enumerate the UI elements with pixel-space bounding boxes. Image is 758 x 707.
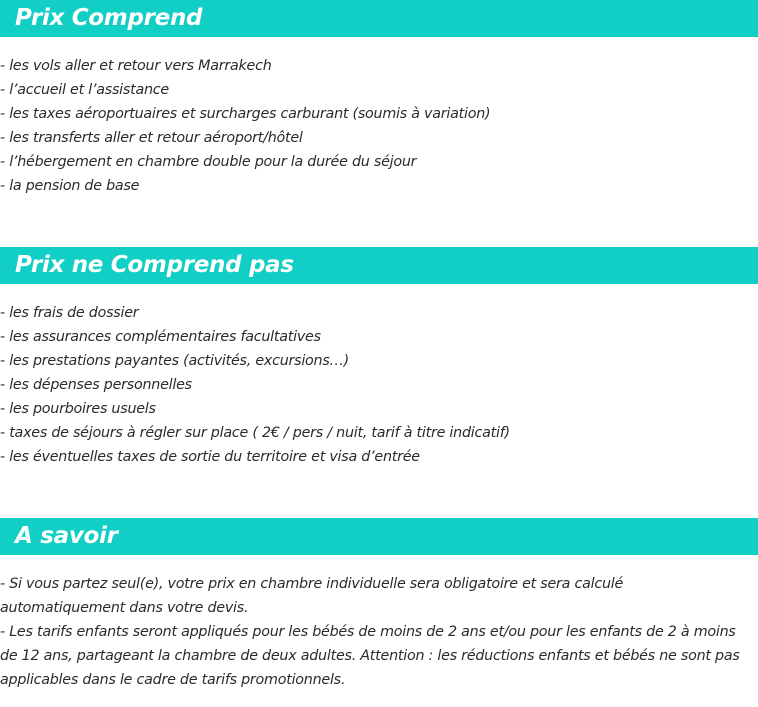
excluded-list [0, 301, 758, 469]
list-item: - l’accueil et l’assistance [0, 82, 169, 98]
list-item: - les éventuelles taxes de sortie du territoire et visa d’entrée [0, 449, 420, 465]
list-item: - les taxes aéroportuaires et surcharges carburant (soumis à variation) [0, 106, 491, 122]
section-prix-ne-comprend-pas [0, 247, 758, 469]
list-item: - les frais de dossier [0, 305, 139, 321]
list-item: - la pension de base [0, 178, 140, 194]
list-item: - les prestations payantes (activités, excursions…) [0, 353, 349, 369]
info-paragraph: - Les tarifs enfants seront appliqués pour les bébés de moins de 2 ans et/ou pour les enfants de 2 à moins de 12 ans, partageant la chambre de deux adultes. Attention : les réductions enfants et bébés ne sont pas applicables dans le cadre de tarifs promotionnels. [0, 624, 740, 688]
included-list [0, 54, 758, 198]
section-title: Prix Comprend [15, 5, 203, 31]
list-item: - les assurances complémentaires facultatives [0, 329, 321, 345]
info-paragraph: - Si vous partez seul(e), votre prix en chambre individuelle sera obligatoire et sera calculé automatiquement dans votre devis. [0, 576, 624, 616]
list-item: - l’hébergement en chambre double pour la durée du séjour [0, 154, 417, 170]
info-paragraphs [0, 572, 758, 692]
section-header [0, 247, 758, 284]
section-header [0, 518, 758, 555]
list-item: - les vols aller et retour vers Marrakech [0, 58, 272, 74]
list-item: - les transferts aller et retour aéroport/hôtel [0, 130, 303, 146]
section-prix-comprend [0, 0, 758, 198]
section-header [0, 0, 758, 37]
section-title: A savoir [15, 523, 118, 549]
list-item: - les pourboires usuels [0, 401, 156, 417]
section-title: Prix ne Comprend pas [15, 252, 294, 278]
list-item: - taxes de séjours à régler sur place ( 2€ / pers / nuit, tarif à titre indicatif) [0, 425, 510, 441]
section-a-savoir [0, 518, 758, 692]
list-item: - les dépenses personnelles [0, 377, 192, 393]
